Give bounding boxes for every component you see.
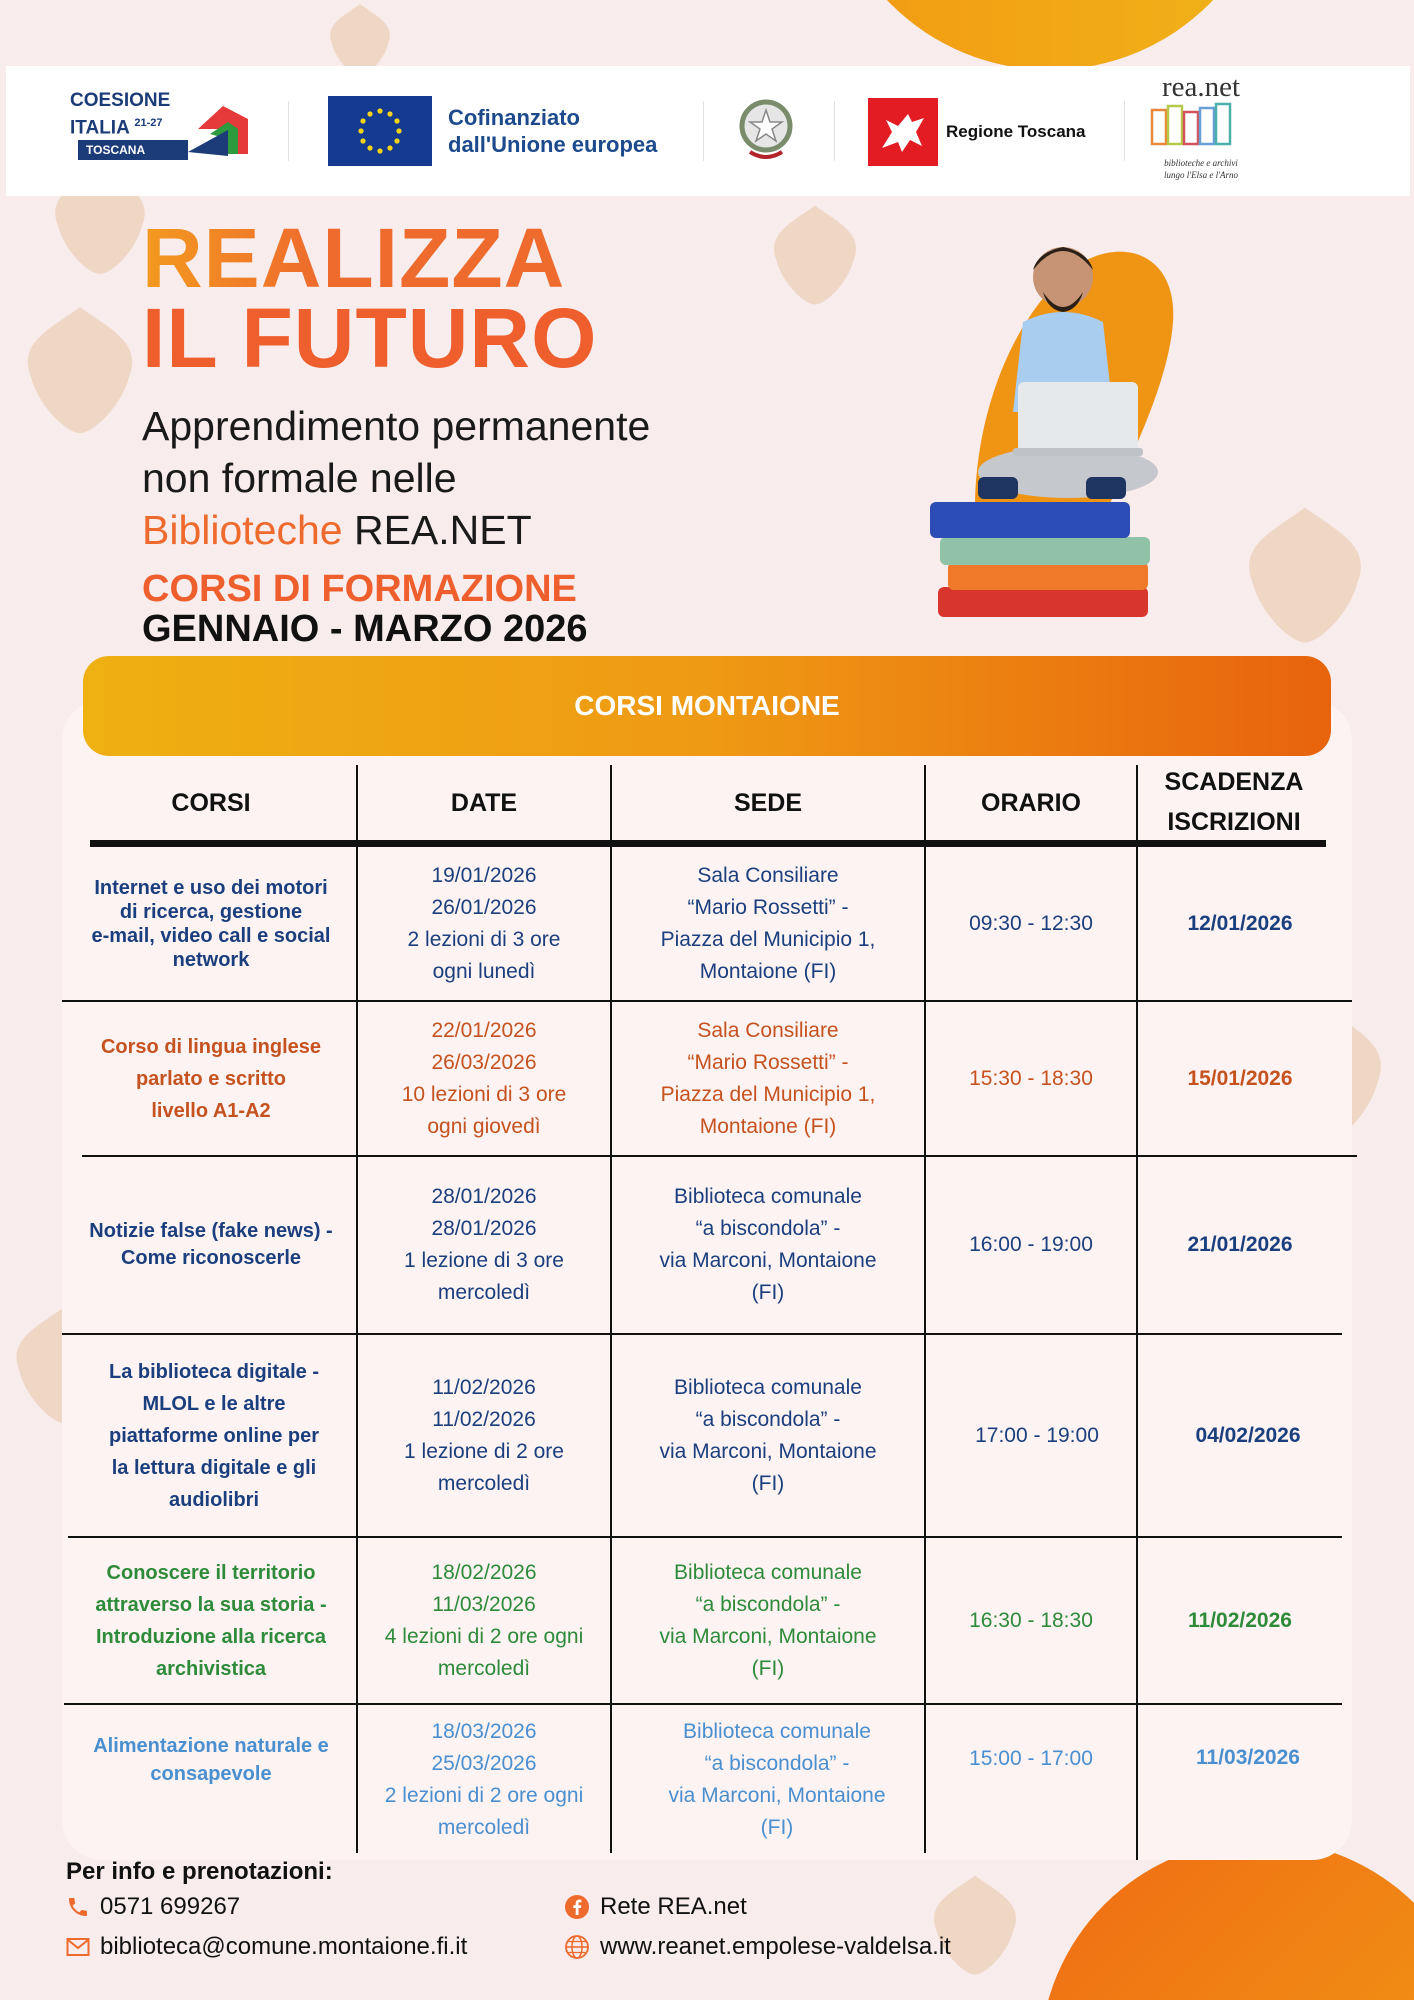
header-sede: SEDE [733, 788, 803, 817]
header-orario: ORARIO [981, 788, 1081, 817]
man-with-laptop-on-books-image [918, 212, 1190, 642]
course-venue: Sala Consiliare “Mario Rossetti” - Piazza del Municipio 1, Montaione (FI) [660, 1018, 876, 1138]
globe-icon [564, 1934, 590, 1960]
course-dates: 22/01/2026 26/03/2026 10 lezioni di 3 ore ogni giovedì [401, 1018, 567, 1138]
course-deadline: 11/03/2026 [1196, 1746, 1300, 1769]
reanet-books-icon [1146, 102, 1256, 150]
coesione-italia-mark-icon [188, 94, 258, 164]
hero-title-line1: REALIZZA [142, 211, 566, 305]
header-date: DATE [450, 788, 518, 817]
courses-label: CORSI DI FORMAZIONE [142, 568, 577, 610]
eu-flag-icon [328, 96, 432, 166]
course-dates: 28/01/2026 28/01/2026 1 lezione di 3 ore mercoledì [404, 1185, 564, 1304]
leaf-decoration [760, 200, 870, 310]
divider [703, 101, 704, 161]
email-contact[interactable] [66, 1933, 467, 1961]
facebook-page: Rete REA.net [600, 1893, 747, 1920]
course-time: 09:30 - 12:30 [969, 912, 1093, 935]
divider [834, 101, 835, 161]
course-dates: 11/02/2026 11/02/2026 1 lezione di 2 ore mercoledì [404, 1375, 564, 1495]
pegasus-icon [868, 98, 938, 166]
course-deadline: 21/01/2026 [1187, 1233, 1293, 1256]
header-corsi: CORSI [171, 788, 251, 817]
website-contact[interactable] [564, 1933, 951, 1961]
leaf-decoration [10, 300, 150, 440]
website-url: www.reanet.empolese-valdelsa.it [600, 1933, 951, 1960]
decorative-orange-circle-bottom [1040, 1840, 1414, 2000]
course-venue: Biblioteca comunale “a biscondola” - via Marconi, Montaione (FI) [659, 1185, 877, 1304]
course-name: Notizie false (fake news) - Come riconoscerle [89, 1220, 333, 1269]
course-time: 15:00 - 17:00 [969, 1747, 1093, 1770]
course-dates: 18/03/2026 25/03/2026 2 lezioni di 2 ore ogni mercoledì [384, 1720, 584, 1839]
phone-number: 0571 699267 [100, 1893, 241, 1920]
course-deadline: 15/01/2026 [1187, 1066, 1293, 1090]
course-venue: Biblioteca comunale “a biscondola” - via Marconi, Montaione (FI) [668, 1720, 886, 1839]
course-name: Alimentazione naturale e consapevole [93, 1735, 329, 1785]
courses-banner: CORSI MONTAIONE [83, 656, 1331, 756]
course-time: 16:00 - 19:00 [969, 1233, 1093, 1256]
divider [288, 101, 289, 161]
course-name: La biblioteca digitale - MLOL e le altre piattaforme online per la lettura digitale e gli audiolibri [108, 1360, 320, 1511]
info-title: Per info e prenotazioni: [66, 1858, 333, 1885]
italian-republic-emblem-icon [736, 96, 796, 167]
course-dates: 19/01/2026 26/01/2026 2 lezioni di 3 ore ogni lunedì [407, 864, 561, 983]
course-time: 17:00 - 19:00 [975, 1423, 1099, 1447]
leaf-decoration [920, 1870, 1030, 1980]
course-venue: Sala Consiliare “Mario Rossetti” - Piazza del Municipio 1, Montaione (FI) [660, 864, 876, 983]
header-divider [90, 840, 1326, 847]
course-time: 16:30 - 18:30 [969, 1608, 1093, 1632]
coesione-italia-logo: COESIONE ITALIA $^{21-27}$ TOSCANA [70, 90, 260, 170]
hero-subtitle: Apprendimento permanente non formale nelle Biblioteche REA.NET [142, 403, 651, 553]
hero-title-line2: IL FUTURO [142, 291, 598, 385]
course-name: Corso di lingua inglese parlato e scritto livello A1-A2 [100, 1035, 322, 1122]
email-address: biblioteca@comune.montaione.fi.it [100, 1933, 468, 1960]
period-label: GENNAIO - MARZO 2026 [142, 608, 588, 650]
course-deadline: 12/01/2026 [1187, 912, 1293, 935]
course-venue: Biblioteca comunale “a biscondola” - via Marconi, Montaione (FI) [659, 1560, 877, 1680]
divider [1124, 101, 1125, 161]
course-dates: 18/02/2026 11/03/2026 4 lezioni di 2 ore ogni mercoledì [384, 1560, 584, 1680]
facebook-contact[interactable] [564, 1893, 747, 1921]
leaf-decoration [1230, 500, 1380, 650]
course-name: Internet e uso dei motori di ricerca, gestione e-mail, video call e social network [91, 877, 331, 971]
reanet-logo: rea.net biblioteche e archivi lungo l'Elsa e l'Arno [1146, 72, 1256, 181]
course-name: Conoscere il territorio attraverso la sua storia - Introduzione alla ricerca archivistica [95, 1561, 327, 1680]
header-scadenza: SCADENZA ISCRIZIONI [1164, 768, 1304, 836]
course-venue: Biblioteca comunale “a biscondola” - via Marconi, Montaione (FI) [659, 1375, 877, 1495]
logo-band: COESIONE ITALIA $^{21-27}$ TOSCANA Cofinanziato dall'Unione europea Regione Toscana rea.net biblioteche e archivi lungo l'Elsa e l'Arno [6, 66, 1410, 196]
course-time: 15:30 - 18:30 [969, 1066, 1093, 1090]
phone-icon [66, 1895, 90, 1919]
course-deadline: 11/02/2026 [1188, 1608, 1292, 1632]
phone-contact[interactable] [66, 1893, 240, 1921]
mail-icon [66, 1937, 90, 1957]
decorative-orange-circle-top [825, 0, 1275, 70]
course-deadline: 04/02/2026 [1195, 1423, 1301, 1447]
facebook-icon [564, 1894, 590, 1920]
